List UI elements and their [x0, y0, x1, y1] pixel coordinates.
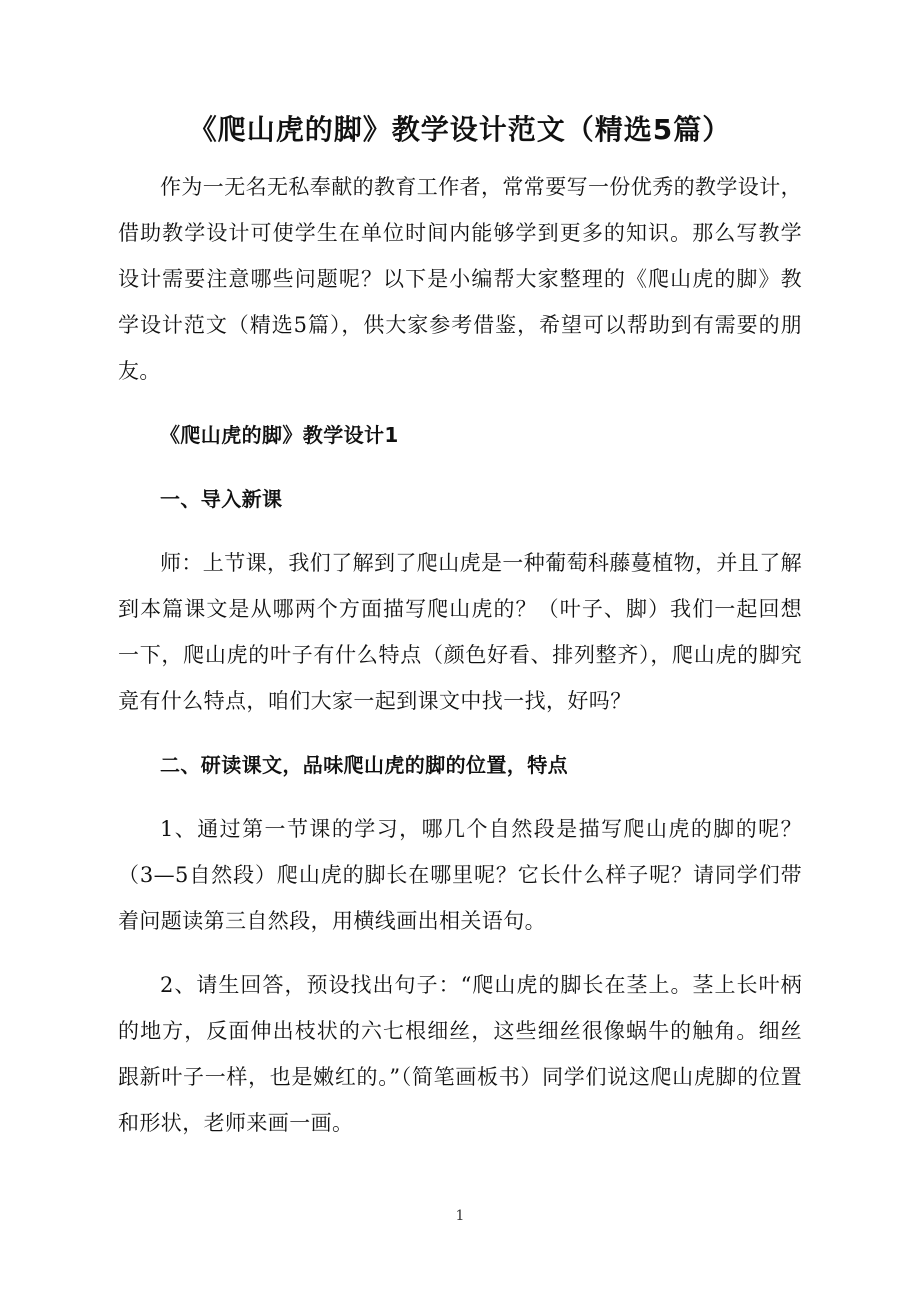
part1-paragraph: 师：上节课，我们了解到了爬山虎是一种葡萄科藤蔓植物，并且了解到本篇课文是从哪两个方面描写爬山虎的？（叶子、脚）我们一起回想一下，爬山虎的叶子有什么特点（颜色好看、排列整齐），爬山虎的脚究竟有什么特点，咱们大家一起到课文中找一找，好吗？	[118, 551, 802, 713]
intro-paragraph: 作为一无名无私奉献的教育工作者，常常要写一份优秀的教学设计，借助教学设计可使学生在单位时间内能够学到更多的知识。那么写教学设计需要注意哪些问题呢？以下是小编帮大家整理的《爬山虎的脚》教学设计范文（精选5篇），供大家参考借鉴，希望可以帮助到有需要的朋友。	[118, 175, 802, 383]
item1-paragraph: 1、通过第一节课的学习，哪几个自然段是描写爬山虎的脚的呢？（3—5自然段）爬山虎的脚长在哪里呢？它长什么样子呢？请同学们带着问题读第三自然段，用横线画出相关语句。	[118, 817, 802, 933]
document-body	[118, 164, 802, 1146]
part2-heading: 二、研读课文，品味爬山虎的脚的位置，特点	[160, 753, 568, 777]
part1-heading: 一、导入新课	[160, 487, 283, 511]
item2-paragraph: 2、请生回答，预设找出句子：“爬山虎的脚长在茎上。茎上长叶柄的地方，反面伸出枝状的六七根细丝，这些细丝很像蜗牛的触角。细丝跟新叶子一样，也是嫩红的。”（简笔画板书）同学们说这爬山虎脚的位置和形状，老师来画一画。	[118, 973, 802, 1135]
document-title: 《爬山虎的脚》教学设计范文（精选5篇）	[188, 113, 732, 146]
section-title: 《爬山虎的脚》教学设计1	[160, 423, 399, 447]
page-number: 1	[455, 1208, 465, 1224]
